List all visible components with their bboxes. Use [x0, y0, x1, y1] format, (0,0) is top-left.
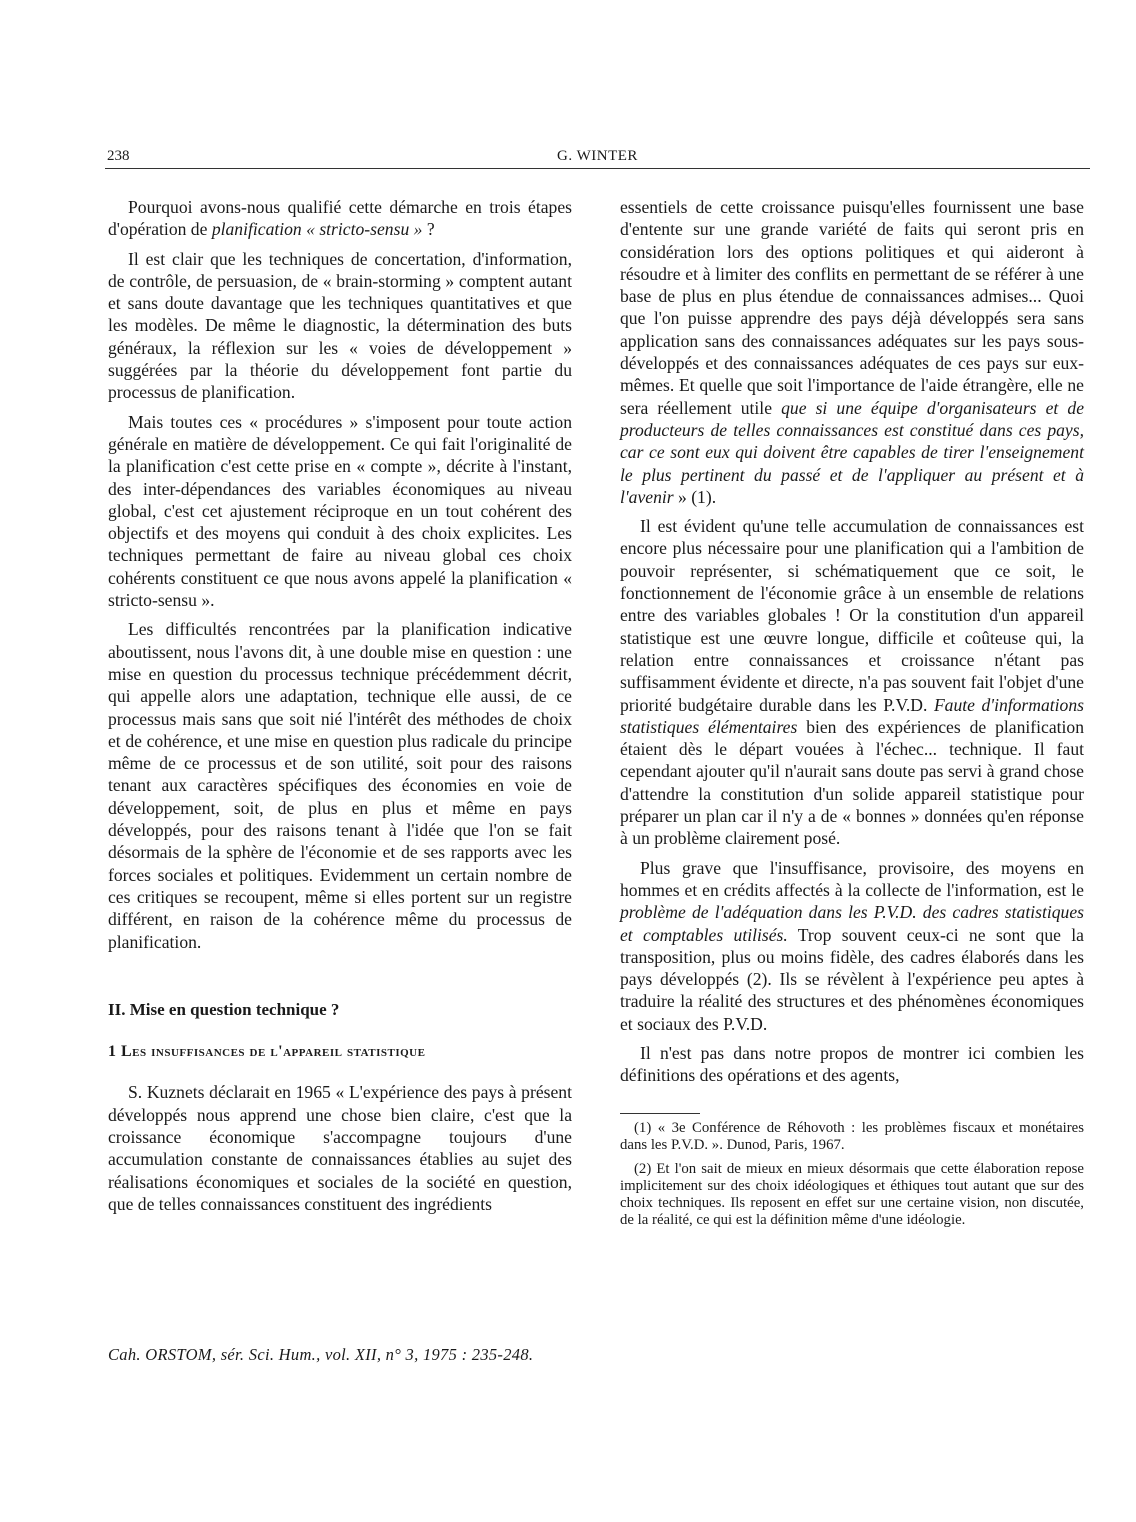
emphasis: problème de l'adéquation dans les P.V.D. des cadres statistiques et comptables utilisés. — [620, 902, 1084, 945]
paragraph: Plus grave que l'insuffisance, provisoire, des moyens en hommes et en crédits affectés à la collecte de l'information, est le problème de l'adéquation dans les P.V.D. des cadres statistiques et comptables utilisés. Trop souvent ceux-ci ne sont que la transposition, plus ou moins fidèle, des cadres élaborés dans les pays développés (2). Ils se révèlent à l'expérience peu aptes à traduire la réalité des structures et des phénomènes économiques et sociaux des P.V.D. — [620, 857, 1084, 1034]
left-column — [108, 196, 572, 1215]
footnote-1: (1) « 3e Conférence de Réhovoth : les problèmes fiscaux et monétaires dans les P.V.D. ». Dunod, Paris, 1967. — [620, 1119, 1084, 1153]
footnote-2: (2) Et l'on sait de mieux en mieux désormais que cette élaboration repose implicitement sur des choix idéologiques et éthiques tout autant que sur des choix techniques. Ils reposent en effet sur une certaine vision, non discutée, de la réalité, ce qui est la définition même d'une idéologie. — [620, 1160, 1084, 1228]
footnote-divider — [620, 1113, 700, 1114]
running-head — [105, 146, 1090, 169]
paragraph: Il n'est pas dans notre propos de montrer ici combien les définitions des opérations et des agents, — [620, 1042, 1084, 1086]
right-column — [620, 196, 1084, 1236]
paragraph: Les difficultés rencontrées par la planification indicative aboutissent, nous l'avons dit, à une double mise en question : une mise en question du processus technique précédemment décrit, qui appelle alors une adaptation, technique elle aussi, de ce processus mais sans que soit nié l'intérêt des méthodes de choix et de cohérence, et une mise en question plus radicale du principe même de ce processus et de son utilité, soit pour des raisons tenant aux caractères spécifiques des économies en voie de développement, soit, de plus en plus et même en pays développés, pour des raisons tenant à l'idée que l'on se fait désormais de la sphère de l'économie et de ses rapports avec les forces sociales et politiques. Evidemment un certain nombre de ces critiques se recoupent, même si elles portent sur un registre différent, en raison de la cohérence même du processus de planification. — [108, 619, 572, 952]
emphasis: que si une équipe d'organisateurs et de producteurs de telles connaissances est constitué dans ces pays, car ce sont eux qui doivent être capables de tirer l'enseignement le plus pertinent du passé et de l'appliquer au présent et à l'avenir — [620, 397, 1084, 507]
section-heading: II. Mise en question technique ? — [108, 999, 340, 1019]
paragraph: Mais toutes ces « procédures » s'imposent pour toute action générale en matière de développement. Ce qui fait l'originalité de la planification c'est cette prise en « compte », décrite à l'instant, des inter-dépendances des variables économiques au niveau global, c'est cet ajustement réciproque en un tout cohérent des objectifs et des moyens qui conduit à des choix explicites. Les techniques permettant de faire au niveau global ces choix cohérents constituent ce que nous avons appelé la planification « stricto-sensu ». — [108, 411, 572, 611]
paragraph: Il est clair que les techniques de concertation, d'information, de contrôle, de persuasion, de « brain-storming » comptent autant et sans doute davantage que les techniques quantitatives et que les modèles. De même le diagnostic, la détermination des buts généraux, la réflexion sur les « voies de développement » suggérées par la théorie du développement font partie du processus de planification. — [108, 248, 572, 403]
author-running-title: G. WINTER — [557, 148, 638, 164]
paragraph: S. Kuznets déclarait en 1965 « L'expérience des pays à présent développés nous apprend une chose bien claire, c'est que la croissance économique s'accompagne toujours d'une accumulation constante de connaissances établies au sujet des réalisations économiques et sociales de la société en question, que de telles connaissances constituent des ingrédients — [108, 1082, 572, 1214]
paragraph: Il est évident qu'une telle accumulation de connaissances est encore plus nécessaire pour une planification qui a l'ambition de pouvoir représenter, si schématiquement que ce soit, le fonctionnement de l'économie grâce à un ensemble de relations entre des variables globales ! Or la constitution d'un appareil statistique est une œuvre longue, difficile et coûteuse qui, la relation entre connaissances et croissance n'étant pas suffisamment évidente et directe, n'a pas souvent fait l'objet d'une priorité budgétaire durable dans les P.V.D. Faute d'informations statistiques élémentaires bien des expériences de planification étaient dès le départ vouées à l'échec... technique. Il faut cependant ajouter qu'il n'aurait sans doute pas servi à grand chose d'attendre la constitution d'un solide appareil statistique pour préparer un plan car il n'y a de « bonnes » données qu'en réponse à un problème clairement posé. — [620, 516, 1084, 849]
paragraph: essentiels de cette croissance puisqu'elles fournissent une base d'entente sur une grande variété de faits qui seront pris en considération lors des options politiques et qui aideront à résoudre et à limiter des conflits en permettant de se référer à une base de plus en plus étendue de connaissances admises... Quoi que l'on puisse apprendre des pays déjà développés sera sans application sans des connaissances adéquates sur les pays sous-développés et des connaissances adéquates de ces pays sur eux-mêmes. Et quelle que soit l'importance de l'aide étrangère, elle ne sera réellement utile que si une équipe d'organisateurs et de producteurs de telles connaissances est constitué dans ces pays, car ce sont eux qui doivent être capables de tirer l'enseignement le plus pertinent du passé et de l'appliquer au présent et à l'avenir » (1). — [620, 197, 1084, 507]
emphasis: planification « stricto-sensu » — [211, 219, 423, 240]
emphasis: Faute d'informations statistiques élémentaires — [620, 694, 1084, 737]
journal-citation: Cah. ORSTOM, sér. Sci. Hum., vol. XII, n° 3, 1975 : 235-248. — [108, 1345, 534, 1364]
paragraph: Pourquoi avons-nous qualifié cette démarche en trois étapes d'opération de planification « stricto-sensu » ? — [108, 197, 572, 240]
page-number: 238 — [107, 148, 130, 164]
subsection-heading: 1 Les insuffisances de l'appareil statistique — [108, 1043, 426, 1061]
